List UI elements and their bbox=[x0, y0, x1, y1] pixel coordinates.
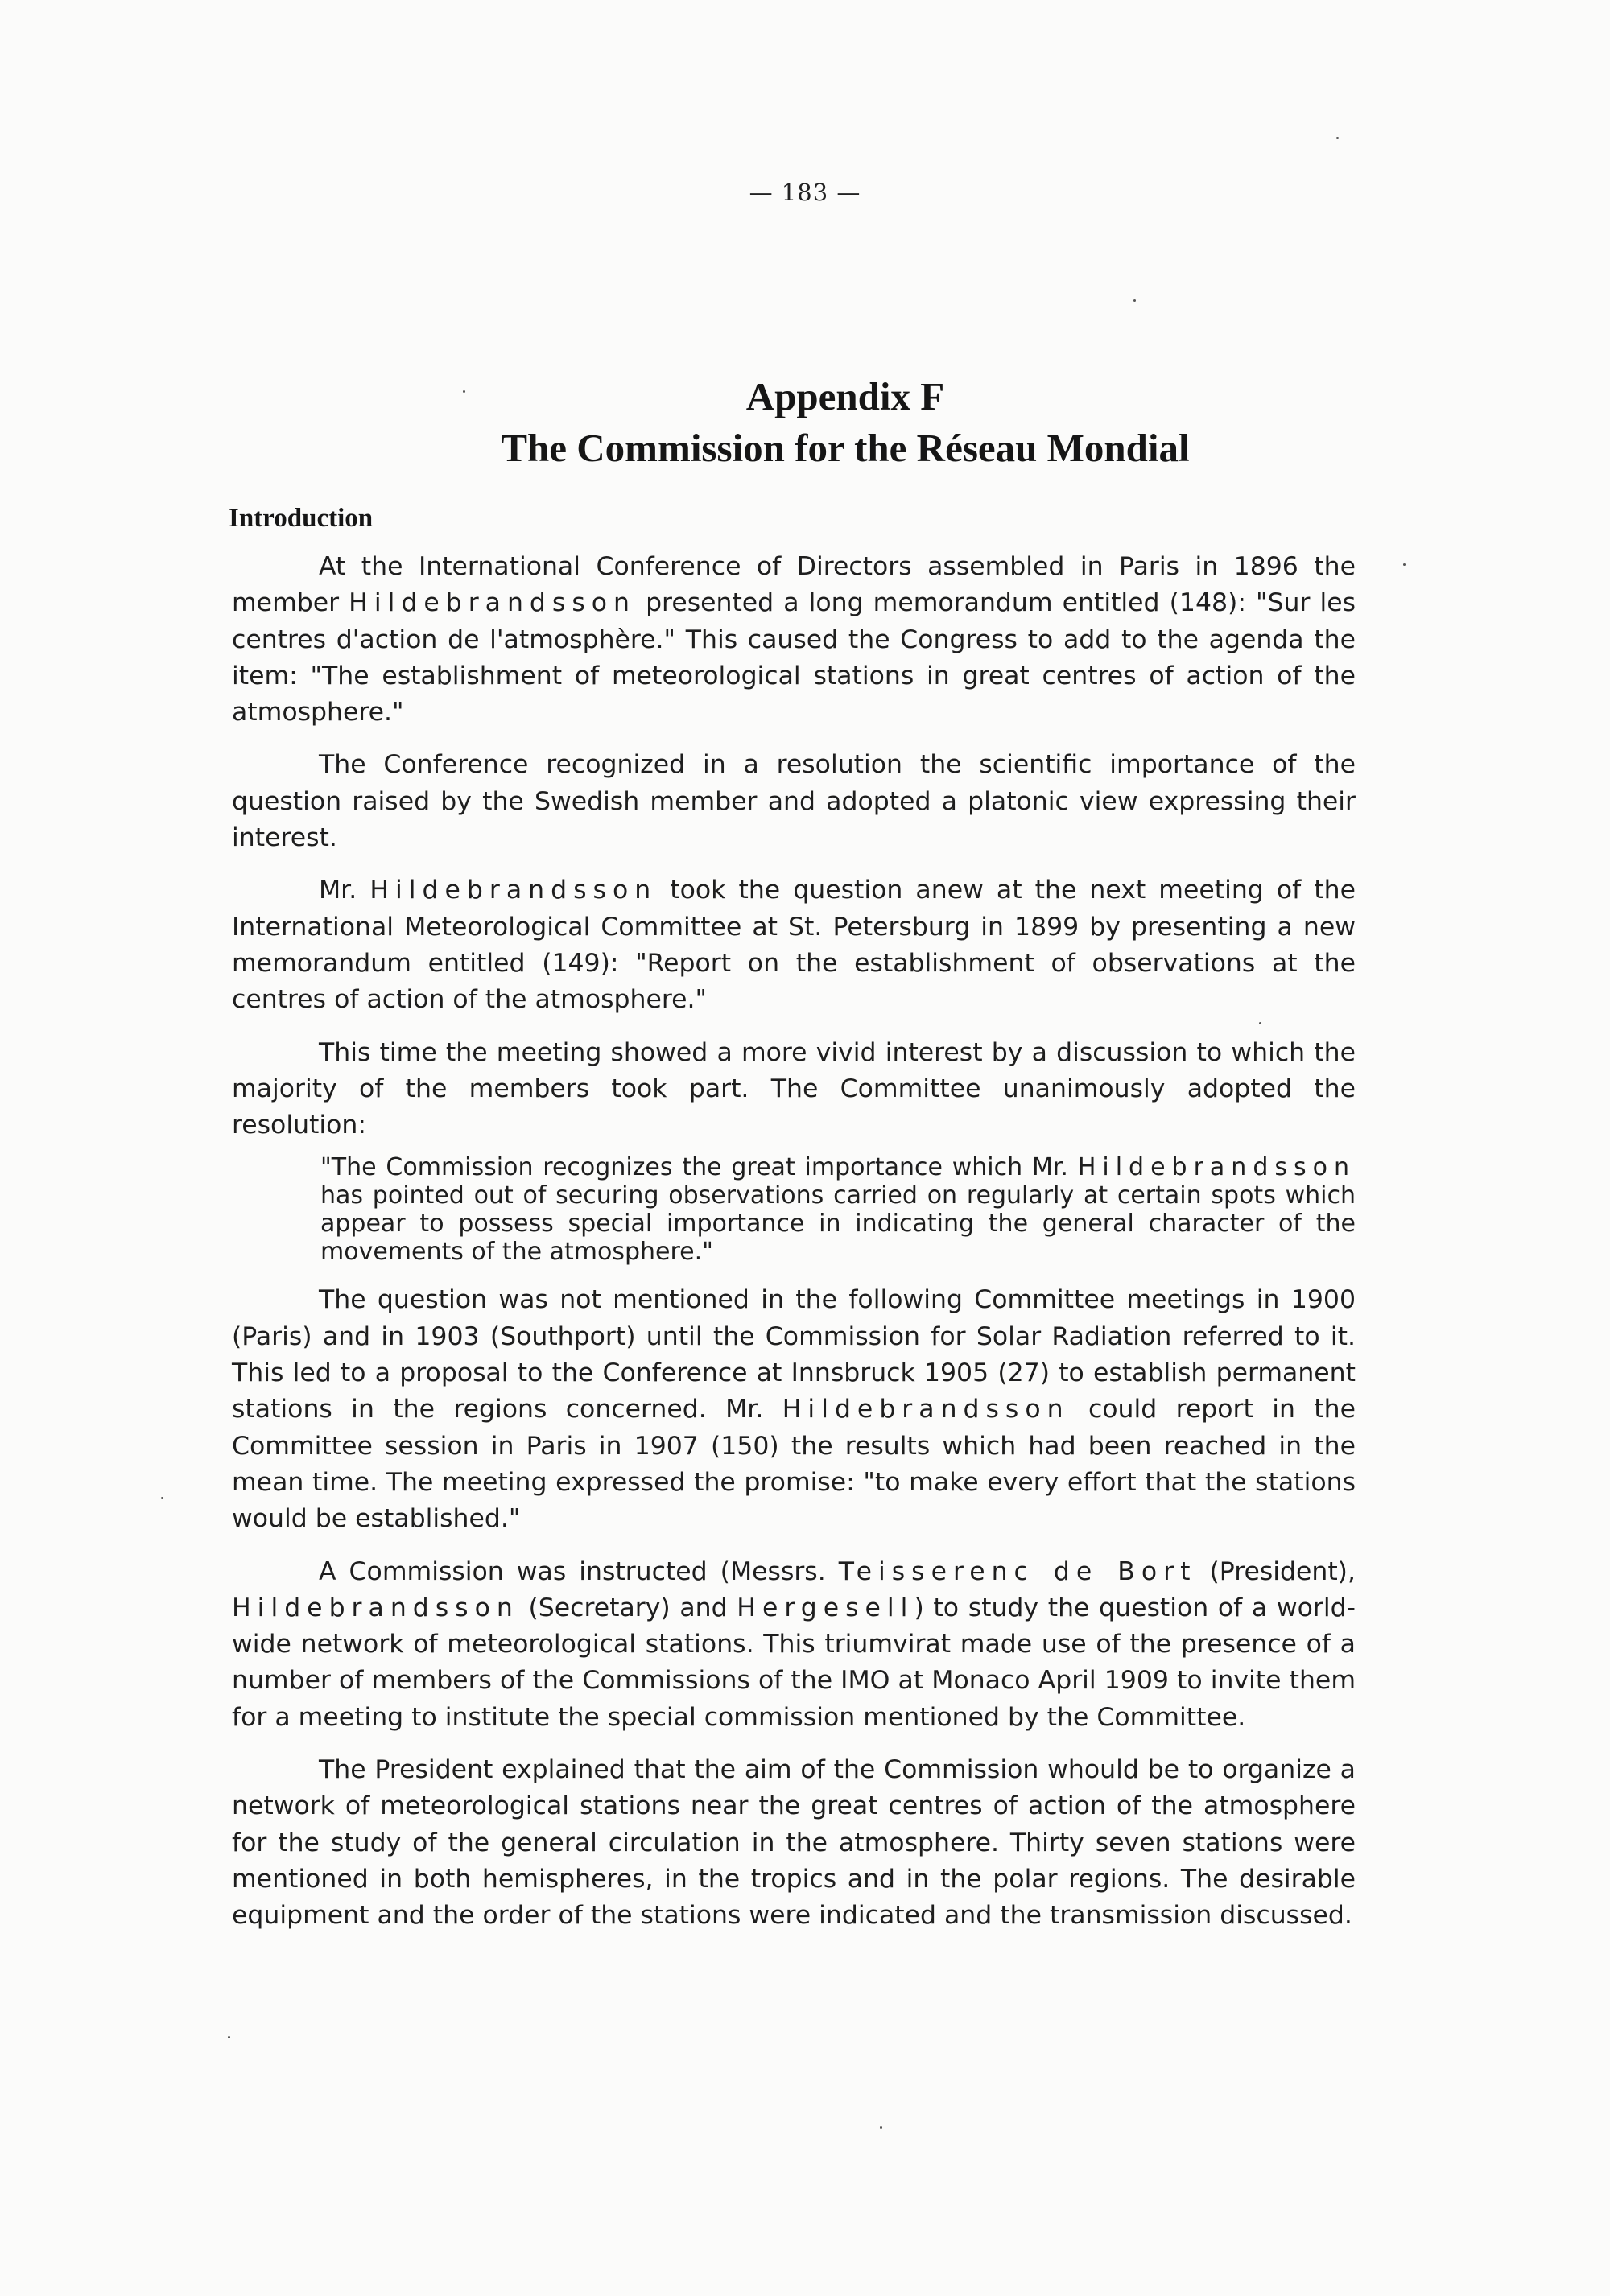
scan-speck bbox=[1403, 563, 1406, 566]
appendix-label: Appendix F bbox=[745, 374, 945, 418]
appendix-subtitle: The Commission for the Réseau Mondial bbox=[501, 426, 1190, 470]
spaced-name: Teisserenc de Bort bbox=[838, 1556, 1197, 1586]
scan-speck bbox=[880, 2126, 882, 2129]
spaced-name: Hildebrandsson bbox=[349, 588, 636, 618]
paragraph-5: The question was not mentioned in the following Committee meetings in 1900 (Paris) and in 1903 (Southport) until the Commission for Solar Radiation referred to it. This led to a proposal to the Conference at Innsbruck 1905 (27) to establish permanent stations in the regions concerned. Mr. Hildebrandsson could report in the Committee session in Paris in 1907 (150) the results which had been reached in the mean time. The meeting expressed the promise: "to make every effort that the stations would be established." bbox=[232, 1285, 1356, 1534]
page-number: — 183 — bbox=[749, 179, 861, 206]
paragraph-6: A Commission was instructed (Messrs. Teisserenc de Bort (President), Hildebrandsson (Secretary) and Hergesell) to study the question of a world-wide network of meteorological stations. This triumvirat made use of the presence of a number of members of the Commissions of the IMO at Monaco April 1909 to invite them for a meeting to institute the special commission mentioned by the Committee. bbox=[232, 1556, 1356, 1732]
scan-speck bbox=[161, 1497, 163, 1499]
paragraph-3: Mr. Hildebrandsson took the question anew at the next meeting of the International Meteorological Committee at St. Petersburg in 1899 by presenting a new memorandum entitled (149): "Report on the establishment of observations at the centres of action of the atmosphere." bbox=[232, 876, 1356, 1015]
appendix-title bbox=[0, 372, 1610, 473]
body-text bbox=[232, 549, 1356, 1951]
paragraph-7: The President explained that the aim of the Commission whould be to organize a network of meteorological stations near the great centres of action of the atmosphere for the study of the general circulation in the atmosphere. Thirty seven stations were mentioned in both hemispheres, in the tropics and in the polar regions. The desirable equipment and the order of the stations were indicated and the transmission discussed. bbox=[232, 1755, 1356, 1931]
scan-speck bbox=[463, 390, 465, 393]
scan-speck bbox=[1259, 1022, 1261, 1024]
spaced-name: Hildebrandsson bbox=[1077, 1153, 1356, 1182]
spaced-name: Hildebrandsson bbox=[782, 1395, 1070, 1424]
spaced-name: Hildebrandsson bbox=[232, 1593, 519, 1622]
scan-speck bbox=[1133, 299, 1136, 302]
spaced-name: Hildebrandsson bbox=[369, 876, 658, 905]
section-heading-introduction: Introduction bbox=[229, 504, 374, 533]
paragraph-4: This time the meeting showed a more vivid interest by a discussion to which the majority of the members took part. The Committee unanimously adopted the resolution: bbox=[232, 1037, 1356, 1140]
scan-speck bbox=[1336, 137, 1339, 139]
scan-speck bbox=[228, 2036, 230, 2038]
paragraph-2: The Conference recognized in a resolution the scientific importance of the question raised by the Swedish member and adopted a platonic view expressing their interest. bbox=[232, 750, 1356, 853]
paragraph-1: At the International Conference of Directors assembled in Paris in 1896 the member Hildebrandsson presented a long memorandum entitled (148): "Sur les centres d'action de l'atmosphère." This caused the Congress to add to the agenda the item: "The establishment of meteorological stations in great centres of action of the atmosphere." bbox=[232, 552, 1356, 728]
resolution-quote: "The Commission recognizes the great importance which Mr. Hildebrandsson has pointed out of securing observations carried on regularly at certain spots which appear to possess special importance in indicating the general character of the movements of the atmosphere." bbox=[320, 1153, 1356, 1267]
spaced-name: Hergesell bbox=[737, 1593, 914, 1622]
